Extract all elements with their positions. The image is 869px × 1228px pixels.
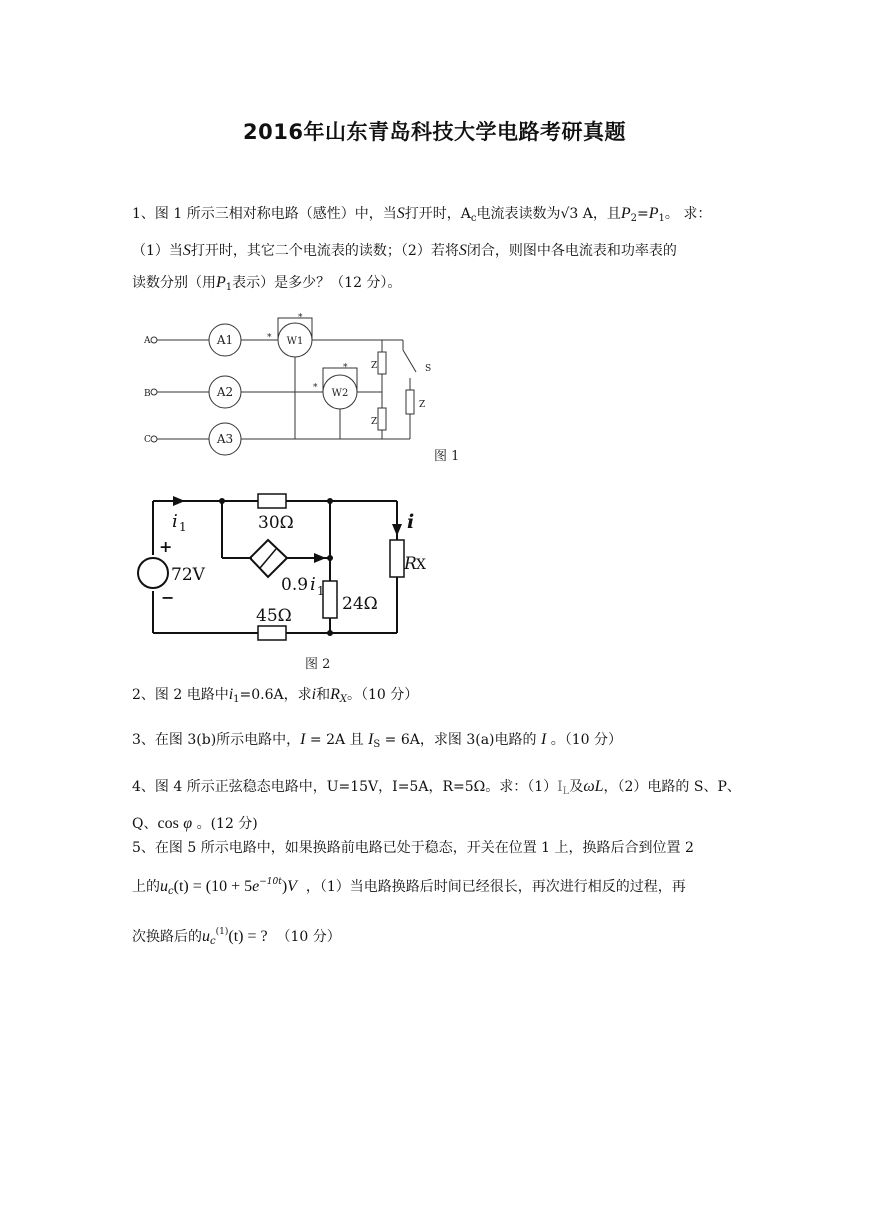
symbol-t: (t) xyxy=(228,928,244,945)
subscript-1: 1 xyxy=(225,282,233,293)
superscript-1: (1) xyxy=(215,927,229,937)
label-i: i xyxy=(407,511,415,533)
q5-line3 xyxy=(132,915,740,959)
q3-text: 3、在图 3(b)所示电路中， xyxy=(132,732,301,748)
q1-text: 闭合，则图中各电流表和功率表的 xyxy=(466,243,677,259)
subscript-1: 1 xyxy=(658,213,665,224)
label-w1: W1 xyxy=(286,336,304,347)
symbol-phi: φ xyxy=(183,815,193,832)
subscript-l: L xyxy=(562,786,570,797)
label-star: * xyxy=(313,383,318,393)
q5-text: ，（1）当电路换路后时间已经很长，再次进行相反的过程，再 xyxy=(305,879,686,895)
resistor-30 xyxy=(258,494,286,508)
period: 。 xyxy=(664,206,679,222)
symbol-i: I xyxy=(300,731,306,748)
resistor-rx xyxy=(390,540,404,577)
sqrt-3: √3 xyxy=(560,206,579,222)
label-ccs-gain: 0.9 xyxy=(281,575,309,595)
label-node-c: C xyxy=(144,435,151,445)
symbol-p1: P xyxy=(216,274,226,291)
q1-text: 电流表读数为 xyxy=(476,206,561,222)
q5-text: （10 分） xyxy=(276,929,341,945)
q2-text: 2、图 2 电路中 xyxy=(132,687,229,703)
q3-text: = 2A 且 xyxy=(305,732,369,748)
symbol-omega-l: ωL xyxy=(583,778,604,795)
symbol-t: (t) xyxy=(173,878,189,895)
equation-part: = ? xyxy=(243,928,268,945)
label-z: Z xyxy=(419,400,426,410)
symbol-cos: cos xyxy=(157,815,179,832)
question-4 xyxy=(132,771,740,840)
arrow-ccs xyxy=(314,553,326,563)
label-w2: W2 xyxy=(331,388,349,399)
resistor-24 xyxy=(323,581,337,618)
q1-text: （1）当 xyxy=(132,243,183,259)
label-a1: A1 xyxy=(216,333,234,347)
equals: = xyxy=(637,206,649,222)
symbol-s: S xyxy=(182,242,191,259)
q4-text: 及 xyxy=(569,779,584,795)
q5-line1 xyxy=(132,831,740,865)
symbol-i: i xyxy=(311,686,317,703)
symbol-i: I xyxy=(540,731,547,748)
subscript-c: c xyxy=(210,936,216,947)
arrow-i1 xyxy=(173,496,185,506)
symbol-s: S xyxy=(396,205,405,222)
q5-text: 上的 xyxy=(132,879,160,895)
q1-text: 1、图 1 所示三相对称电路（感性）中，当 xyxy=(132,206,397,222)
label-ccs-i: i xyxy=(310,574,316,595)
q4-line1 xyxy=(132,771,740,808)
symbol-i1: i xyxy=(228,686,234,703)
figure-1-caption: 图 1 xyxy=(434,449,460,464)
q1-text: A，且 xyxy=(578,206,621,222)
label-24-ohm: 24Ω xyxy=(342,594,378,614)
q4-text: 。(12 分) xyxy=(192,816,258,832)
subscript-c: c xyxy=(470,213,477,224)
question-5 xyxy=(132,831,740,959)
symbol-il: I xyxy=(557,779,563,795)
q4-text: Q、 xyxy=(132,816,158,832)
node-dot xyxy=(327,555,333,561)
label-star: * xyxy=(343,363,348,373)
node-dot xyxy=(327,498,333,504)
label-rx-sub: X xyxy=(416,557,426,573)
subscript-2: 2 xyxy=(630,213,637,224)
label-i1: i xyxy=(172,511,178,532)
label-z: Z xyxy=(371,417,378,427)
label-45-ohm: 45Ω xyxy=(256,606,292,626)
arrow-i xyxy=(392,524,402,536)
label-30-ohm: 30Ω xyxy=(258,513,294,533)
q4-text: 4、图 4 所示正弦稳态电路中，U=15V，I=5A，R=5Ω。求：（1） xyxy=(132,779,558,795)
symbol-u: u xyxy=(160,878,168,895)
q1-text: 求： xyxy=(678,206,712,222)
label-a2: A2 xyxy=(216,385,234,399)
symbol-s: S xyxy=(458,242,467,259)
q1-text: 表示）是多少？（12 分）。 xyxy=(232,275,402,291)
label-switch-s: S xyxy=(425,364,432,374)
label-72v: 72V xyxy=(171,565,205,585)
q4-text: ，（2）电路的 S、P、 xyxy=(603,779,741,795)
q1-text: 读数分别（用 xyxy=(132,275,216,291)
subscript-s: S xyxy=(373,739,381,750)
label-node-a: A xyxy=(144,336,151,346)
figure-2-caption: 图 2 xyxy=(305,657,331,672)
voltage-source-72v xyxy=(138,558,168,588)
node-dot xyxy=(327,630,333,636)
q1-text: 打开时，其它二个电流表的读数；（2）若将 xyxy=(190,243,459,259)
label-plus: + xyxy=(159,537,173,556)
equation-part: ) xyxy=(281,878,288,895)
equation-part: = (10 + 5 xyxy=(188,878,253,895)
subscript-c: c xyxy=(168,886,174,897)
q5-text: 5、在图 5 所示电路中，如果换路前电路已处于稳态，开关在位置 1 上，换路后合到位置 2 xyxy=(132,840,694,856)
question-2 xyxy=(132,679,740,716)
symbol-is: I xyxy=(368,731,374,748)
label-z: Z xyxy=(371,361,378,371)
label-i1-sub: 1 xyxy=(179,520,187,534)
label-ccs-sub: 1 xyxy=(317,584,325,598)
subscript-1: 1 xyxy=(233,694,240,705)
q2-text: 和 xyxy=(316,687,331,703)
subscript-x: X xyxy=(339,694,348,705)
label-node-b: B xyxy=(144,389,151,399)
node-dot xyxy=(219,498,225,504)
question-3 xyxy=(132,724,740,761)
q1-text: 打开时，A xyxy=(404,206,471,222)
label-star: * xyxy=(267,333,272,343)
symbol-p1: P xyxy=(648,205,659,222)
q2-text: 。（10 分） xyxy=(347,687,419,703)
q3-text: = 6A，求图 3(a)电路的 xyxy=(380,732,541,748)
symbol-u: u xyxy=(202,928,210,945)
symbol-e: e xyxy=(252,878,260,895)
exponent: −10t xyxy=(259,877,282,887)
symbol-v: V xyxy=(287,878,297,895)
q3-text: 。（10 分） xyxy=(546,732,623,748)
symbol-r: R xyxy=(330,686,340,703)
label-star: * xyxy=(298,313,303,323)
symbol-p2: P xyxy=(620,205,631,222)
page-title: 2016年山东青岛科技大学电路考研真题 xyxy=(243,120,626,144)
resistor-45 xyxy=(258,626,286,640)
label-minus: − xyxy=(161,588,175,607)
label-a3: A3 xyxy=(216,432,234,446)
q5-line2 xyxy=(132,865,740,909)
label-rx: R xyxy=(404,554,417,574)
q2-text: =0.6A，求 xyxy=(239,687,312,703)
q5-text: 次换路后的 xyxy=(132,929,202,945)
